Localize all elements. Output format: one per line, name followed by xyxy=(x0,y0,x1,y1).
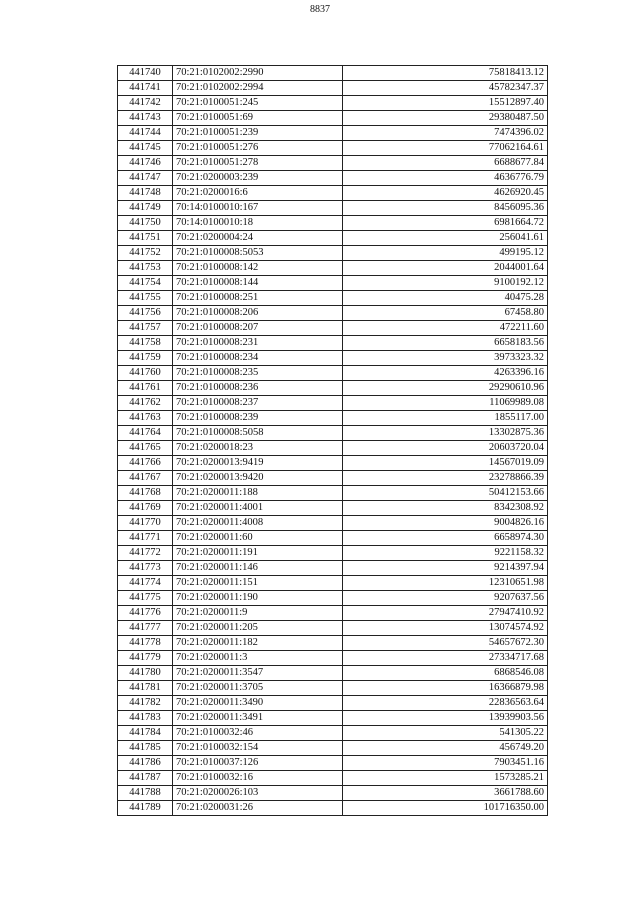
cadastral-number-cell: 70:21:0200013:9419 xyxy=(173,456,343,471)
cadastral-number-cell: 70:21:0200011:3 xyxy=(173,651,343,666)
cadastral-value-cell: 29290610.96 xyxy=(343,381,548,396)
cadastral-value-cell: 4636776.79 xyxy=(343,171,548,186)
row-number-cell: 441780 xyxy=(118,666,173,681)
cadastral-number-cell: 70:21:0100051:278 xyxy=(173,156,343,171)
cadastral-number-cell: 70:21:0200003:239 xyxy=(173,171,343,186)
cadastral-number-cell: 70:21:0100008:5053 xyxy=(173,246,343,261)
cadastral-value-cell: 541305.22 xyxy=(343,726,548,741)
row-number-cell: 441767 xyxy=(118,471,173,486)
row-number-cell: 441744 xyxy=(118,126,173,141)
table-row xyxy=(118,186,548,201)
cadastral-value-cell: 22836563.64 xyxy=(343,696,548,711)
table-row xyxy=(118,576,548,591)
cadastral-number-cell: 70:21:0200011:3547 xyxy=(173,666,343,681)
cadastral-number-cell: 70:21:0100008:237 xyxy=(173,396,343,411)
table-row xyxy=(118,381,548,396)
row-number-cell: 441788 xyxy=(118,786,173,801)
row-number-cell: 441774 xyxy=(118,576,173,591)
cadastral-number-cell: 70:21:0200011:3705 xyxy=(173,681,343,696)
table-row xyxy=(118,561,548,576)
cadastral-value-cell: 54657672.30 xyxy=(343,636,548,651)
row-number-cell: 441770 xyxy=(118,516,173,531)
cadastral-value-cell: 7474396.02 xyxy=(343,126,548,141)
row-number-cell: 441782 xyxy=(118,696,173,711)
cadastral-number-cell: 70:21:0200018:23 xyxy=(173,441,343,456)
row-number-cell: 441762 xyxy=(118,396,173,411)
cadastral-number-cell: 70:21:0200011:188 xyxy=(173,486,343,501)
table-row xyxy=(118,606,548,621)
cadastral-number-cell: 70:21:0100008:239 xyxy=(173,411,343,426)
row-number-cell: 441746 xyxy=(118,156,173,171)
table-row xyxy=(118,471,548,486)
cadastral-number-cell: 70:21:0200011:9 xyxy=(173,606,343,621)
row-number-cell: 441784 xyxy=(118,726,173,741)
cadastral-value-cell: 472211.60 xyxy=(343,321,548,336)
cadastral-number-cell: 70:21:0100008:231 xyxy=(173,336,343,351)
table-row xyxy=(118,681,548,696)
table-row xyxy=(118,516,548,531)
cadastral-number-cell: 70:21:0100008:236 xyxy=(173,381,343,396)
cadastral-value-cell: 6981664.72 xyxy=(343,216,548,231)
cadastral-number-cell: 70:21:0100037:126 xyxy=(173,756,343,771)
table-row xyxy=(118,411,548,426)
table-row xyxy=(118,321,548,336)
cadastral-number-cell: 70:21:0100008:234 xyxy=(173,351,343,366)
row-number-cell: 441741 xyxy=(118,81,173,96)
table-row xyxy=(118,696,548,711)
table-body xyxy=(118,66,548,816)
table-row xyxy=(118,96,548,111)
cadastral-value-cell: 16366879.98 xyxy=(343,681,548,696)
cadastral-value-cell: 8456095.36 xyxy=(343,201,548,216)
cadastral-value-cell: 3661788.60 xyxy=(343,786,548,801)
cadastral-value-cell: 20603720.04 xyxy=(343,441,548,456)
table-row xyxy=(118,546,548,561)
row-number-cell: 441771 xyxy=(118,531,173,546)
table-row xyxy=(118,801,548,816)
cadastral-value-cell: 3973323.32 xyxy=(343,351,548,366)
cadastral-number-cell: 70:21:0102002:2994 xyxy=(173,81,343,96)
cadastral-number-cell: 70:21:0100051:245 xyxy=(173,96,343,111)
table-row xyxy=(118,336,548,351)
table-row xyxy=(118,156,548,171)
cadastral-number-cell: 70:21:0100008:144 xyxy=(173,276,343,291)
row-number-cell: 441745 xyxy=(118,141,173,156)
table-row xyxy=(118,786,548,801)
cadastral-value-cell: 77062164.61 xyxy=(343,141,548,156)
cadastral-value-cell: 1573285.21 xyxy=(343,771,548,786)
cadastral-value-cell: 27334717.68 xyxy=(343,651,548,666)
table-row xyxy=(118,231,548,246)
cadastral-number-cell: 70:21:0200011:146 xyxy=(173,561,343,576)
table-row xyxy=(118,531,548,546)
table-row xyxy=(118,666,548,681)
cadastral-number-cell: 70:21:0200011:151 xyxy=(173,576,343,591)
cadastral-number-cell: 70:21:0100051:239 xyxy=(173,126,343,141)
table-row xyxy=(118,591,548,606)
row-number-cell: 441740 xyxy=(118,66,173,81)
table-row xyxy=(118,291,548,306)
cadastral-value-cell: 9207637.56 xyxy=(343,591,548,606)
table-row xyxy=(118,201,548,216)
cadastral-value-cell: 6868546.08 xyxy=(343,666,548,681)
cadastral-value-cell: 27947410.92 xyxy=(343,606,548,621)
cadastral-value-cell: 9100192.12 xyxy=(343,276,548,291)
cadastral-number-cell: 70:14:0100010:167 xyxy=(173,201,343,216)
row-number-cell: 441757 xyxy=(118,321,173,336)
row-number-cell: 441779 xyxy=(118,651,173,666)
table-row xyxy=(118,426,548,441)
table-row xyxy=(118,441,548,456)
cadastral-number-cell: 70:21:0102002:2990 xyxy=(173,66,343,81)
cadastral-value-cell: 101716350.00 xyxy=(343,801,548,816)
row-number-cell: 441753 xyxy=(118,261,173,276)
row-number-cell: 441781 xyxy=(118,681,173,696)
row-number-cell: 441787 xyxy=(118,771,173,786)
table-row xyxy=(118,501,548,516)
table-row xyxy=(118,486,548,501)
cadastral-value-cell: 13074574.92 xyxy=(343,621,548,636)
cadastral-value-cell: 40475.28 xyxy=(343,291,548,306)
row-number-cell: 441766 xyxy=(118,456,173,471)
row-number-cell: 441763 xyxy=(118,411,173,426)
row-number-cell: 441748 xyxy=(118,186,173,201)
row-number-cell: 441752 xyxy=(118,246,173,261)
row-number-cell: 441786 xyxy=(118,756,173,771)
table-row xyxy=(118,396,548,411)
cadastral-number-cell: 70:21:0200011:3491 xyxy=(173,711,343,726)
row-number-cell: 441755 xyxy=(118,291,173,306)
cadastral-number-cell: 70:21:0100008:251 xyxy=(173,291,343,306)
cadastral-value-cell: 7903451.16 xyxy=(343,756,548,771)
cadastral-value-cell: 75818413.12 xyxy=(343,66,548,81)
cadastral-value-cell: 11069989.08 xyxy=(343,396,548,411)
table-row xyxy=(118,246,548,261)
table-row xyxy=(118,126,548,141)
row-number-cell: 441776 xyxy=(118,606,173,621)
cadastral-number-cell: 70:21:0100032:154 xyxy=(173,741,343,756)
cadastral-value-cell: 499195.12 xyxy=(343,246,548,261)
row-number-cell: 441750 xyxy=(118,216,173,231)
row-number-cell: 441765 xyxy=(118,441,173,456)
cadastral-value-cell: 23278866.39 xyxy=(343,471,548,486)
cadastral-value-table xyxy=(117,65,548,816)
cadastral-number-cell: 70:21:0100008:206 xyxy=(173,306,343,321)
cadastral-number-cell: 70:21:0200013:9420 xyxy=(173,471,343,486)
row-number-cell: 441773 xyxy=(118,561,173,576)
cadastral-value-cell: 50412153.66 xyxy=(343,486,548,501)
cadastral-value-cell: 6658974.30 xyxy=(343,531,548,546)
table-row xyxy=(118,366,548,381)
table-row xyxy=(118,456,548,471)
cadastral-number-cell: 70:21:0200016:6 xyxy=(173,186,343,201)
row-number-cell: 441758 xyxy=(118,336,173,351)
row-number-cell: 441789 xyxy=(118,801,173,816)
table-row xyxy=(118,771,548,786)
cadastral-value-cell: 45782347.37 xyxy=(343,81,548,96)
cadastral-number-cell: 70:21:0200011:4008 xyxy=(173,516,343,531)
cadastral-number-cell: 70:21:0200011:182 xyxy=(173,636,343,651)
table-row xyxy=(118,306,548,321)
row-number-cell: 441749 xyxy=(118,201,173,216)
cadastral-number-cell: 70:21:0100032:16 xyxy=(173,771,343,786)
cadastral-number-cell: 70:21:0200011:3490 xyxy=(173,696,343,711)
table-row xyxy=(118,111,548,126)
cadastral-number-cell: 70:21:0200004:24 xyxy=(173,231,343,246)
cadastral-number-cell: 70:21:0200011:190 xyxy=(173,591,343,606)
row-number-cell: 441777 xyxy=(118,621,173,636)
cadastral-number-cell: 70:21:0100032:46 xyxy=(173,726,343,741)
cadastral-value-cell: 9214397.94 xyxy=(343,561,548,576)
cadastral-value-cell: 13302875.36 xyxy=(343,426,548,441)
table-row xyxy=(118,726,548,741)
table-row xyxy=(118,81,548,96)
cadastral-value-cell: 6688677.84 xyxy=(343,156,548,171)
table-row xyxy=(118,651,548,666)
row-number-cell: 441778 xyxy=(118,636,173,651)
row-number-cell: 441747 xyxy=(118,171,173,186)
cadastral-value-cell: 12310651.98 xyxy=(343,576,548,591)
row-number-cell: 441785 xyxy=(118,741,173,756)
cadastral-number-cell: 70:21:0200011:191 xyxy=(173,546,343,561)
cadastral-number-cell: 70:21:0200011:205 xyxy=(173,621,343,636)
row-number-cell: 441760 xyxy=(118,366,173,381)
row-number-cell: 441756 xyxy=(118,306,173,321)
cadastral-value-cell: 8342308.92 xyxy=(343,501,548,516)
cadastral-value-cell: 4626920.45 xyxy=(343,186,548,201)
cadastral-number-cell: 70:21:0100051:276 xyxy=(173,141,343,156)
table-row xyxy=(118,711,548,726)
cadastral-value-cell: 15512897.40 xyxy=(343,96,548,111)
cadastral-value-cell: 256041.61 xyxy=(343,231,548,246)
cadastral-number-cell: 70:21:0200011:4001 xyxy=(173,501,343,516)
table-row xyxy=(118,621,548,636)
page-number: 8837 xyxy=(310,4,330,15)
table-row xyxy=(118,141,548,156)
table-row xyxy=(118,741,548,756)
table-row xyxy=(118,636,548,651)
row-number-cell: 441768 xyxy=(118,486,173,501)
row-number-cell: 441769 xyxy=(118,501,173,516)
cadastral-value-cell: 4263396.16 xyxy=(343,366,548,381)
cadastral-value-cell: 9004826.16 xyxy=(343,516,548,531)
row-number-cell: 441742 xyxy=(118,96,173,111)
cadastral-value-cell: 6658183.56 xyxy=(343,336,548,351)
cadastral-value-cell: 2044001.64 xyxy=(343,261,548,276)
row-number-cell: 441743 xyxy=(118,111,173,126)
row-number-cell: 441759 xyxy=(118,351,173,366)
row-number-cell: 441754 xyxy=(118,276,173,291)
cadastral-number-cell: 70:21:0100051:69 xyxy=(173,111,343,126)
row-number-cell: 441751 xyxy=(118,231,173,246)
cadastral-value-cell: 14567019.09 xyxy=(343,456,548,471)
table-row xyxy=(118,216,548,231)
cadastral-number-cell: 70:21:0100008:5058 xyxy=(173,426,343,441)
cadastral-number-cell: 70:21:0100008:235 xyxy=(173,366,343,381)
row-number-cell: 441775 xyxy=(118,591,173,606)
cadastral-number-cell: 70:21:0100008:142 xyxy=(173,261,343,276)
table-row xyxy=(118,276,548,291)
cadastral-number-cell: 70:14:0100010:18 xyxy=(173,216,343,231)
cadastral-value-cell: 1855117.00 xyxy=(343,411,548,426)
cadastral-number-cell: 70:21:0200031:26 xyxy=(173,801,343,816)
row-number-cell: 441772 xyxy=(118,546,173,561)
cadastral-number-cell: 70:21:0100008:207 xyxy=(173,321,343,336)
table-row xyxy=(118,351,548,366)
cadastral-value-cell: 29380487.50 xyxy=(343,111,548,126)
table-row xyxy=(118,66,548,81)
table-row xyxy=(118,261,548,276)
cadastral-value-cell: 9221158.32 xyxy=(343,546,548,561)
cadastral-number-cell: 70:21:0200011:60 xyxy=(173,531,343,546)
cadastral-value-cell: 67458.80 xyxy=(343,306,548,321)
table-row xyxy=(118,171,548,186)
cadastral-value-cell: 13939903.56 xyxy=(343,711,548,726)
row-number-cell: 441764 xyxy=(118,426,173,441)
row-number-cell: 441783 xyxy=(118,711,173,726)
table-row xyxy=(118,756,548,771)
cadastral-number-cell: 70:21:0200026:103 xyxy=(173,786,343,801)
cadastral-value-cell: 456749.20 xyxy=(343,741,548,756)
row-number-cell: 441761 xyxy=(118,381,173,396)
